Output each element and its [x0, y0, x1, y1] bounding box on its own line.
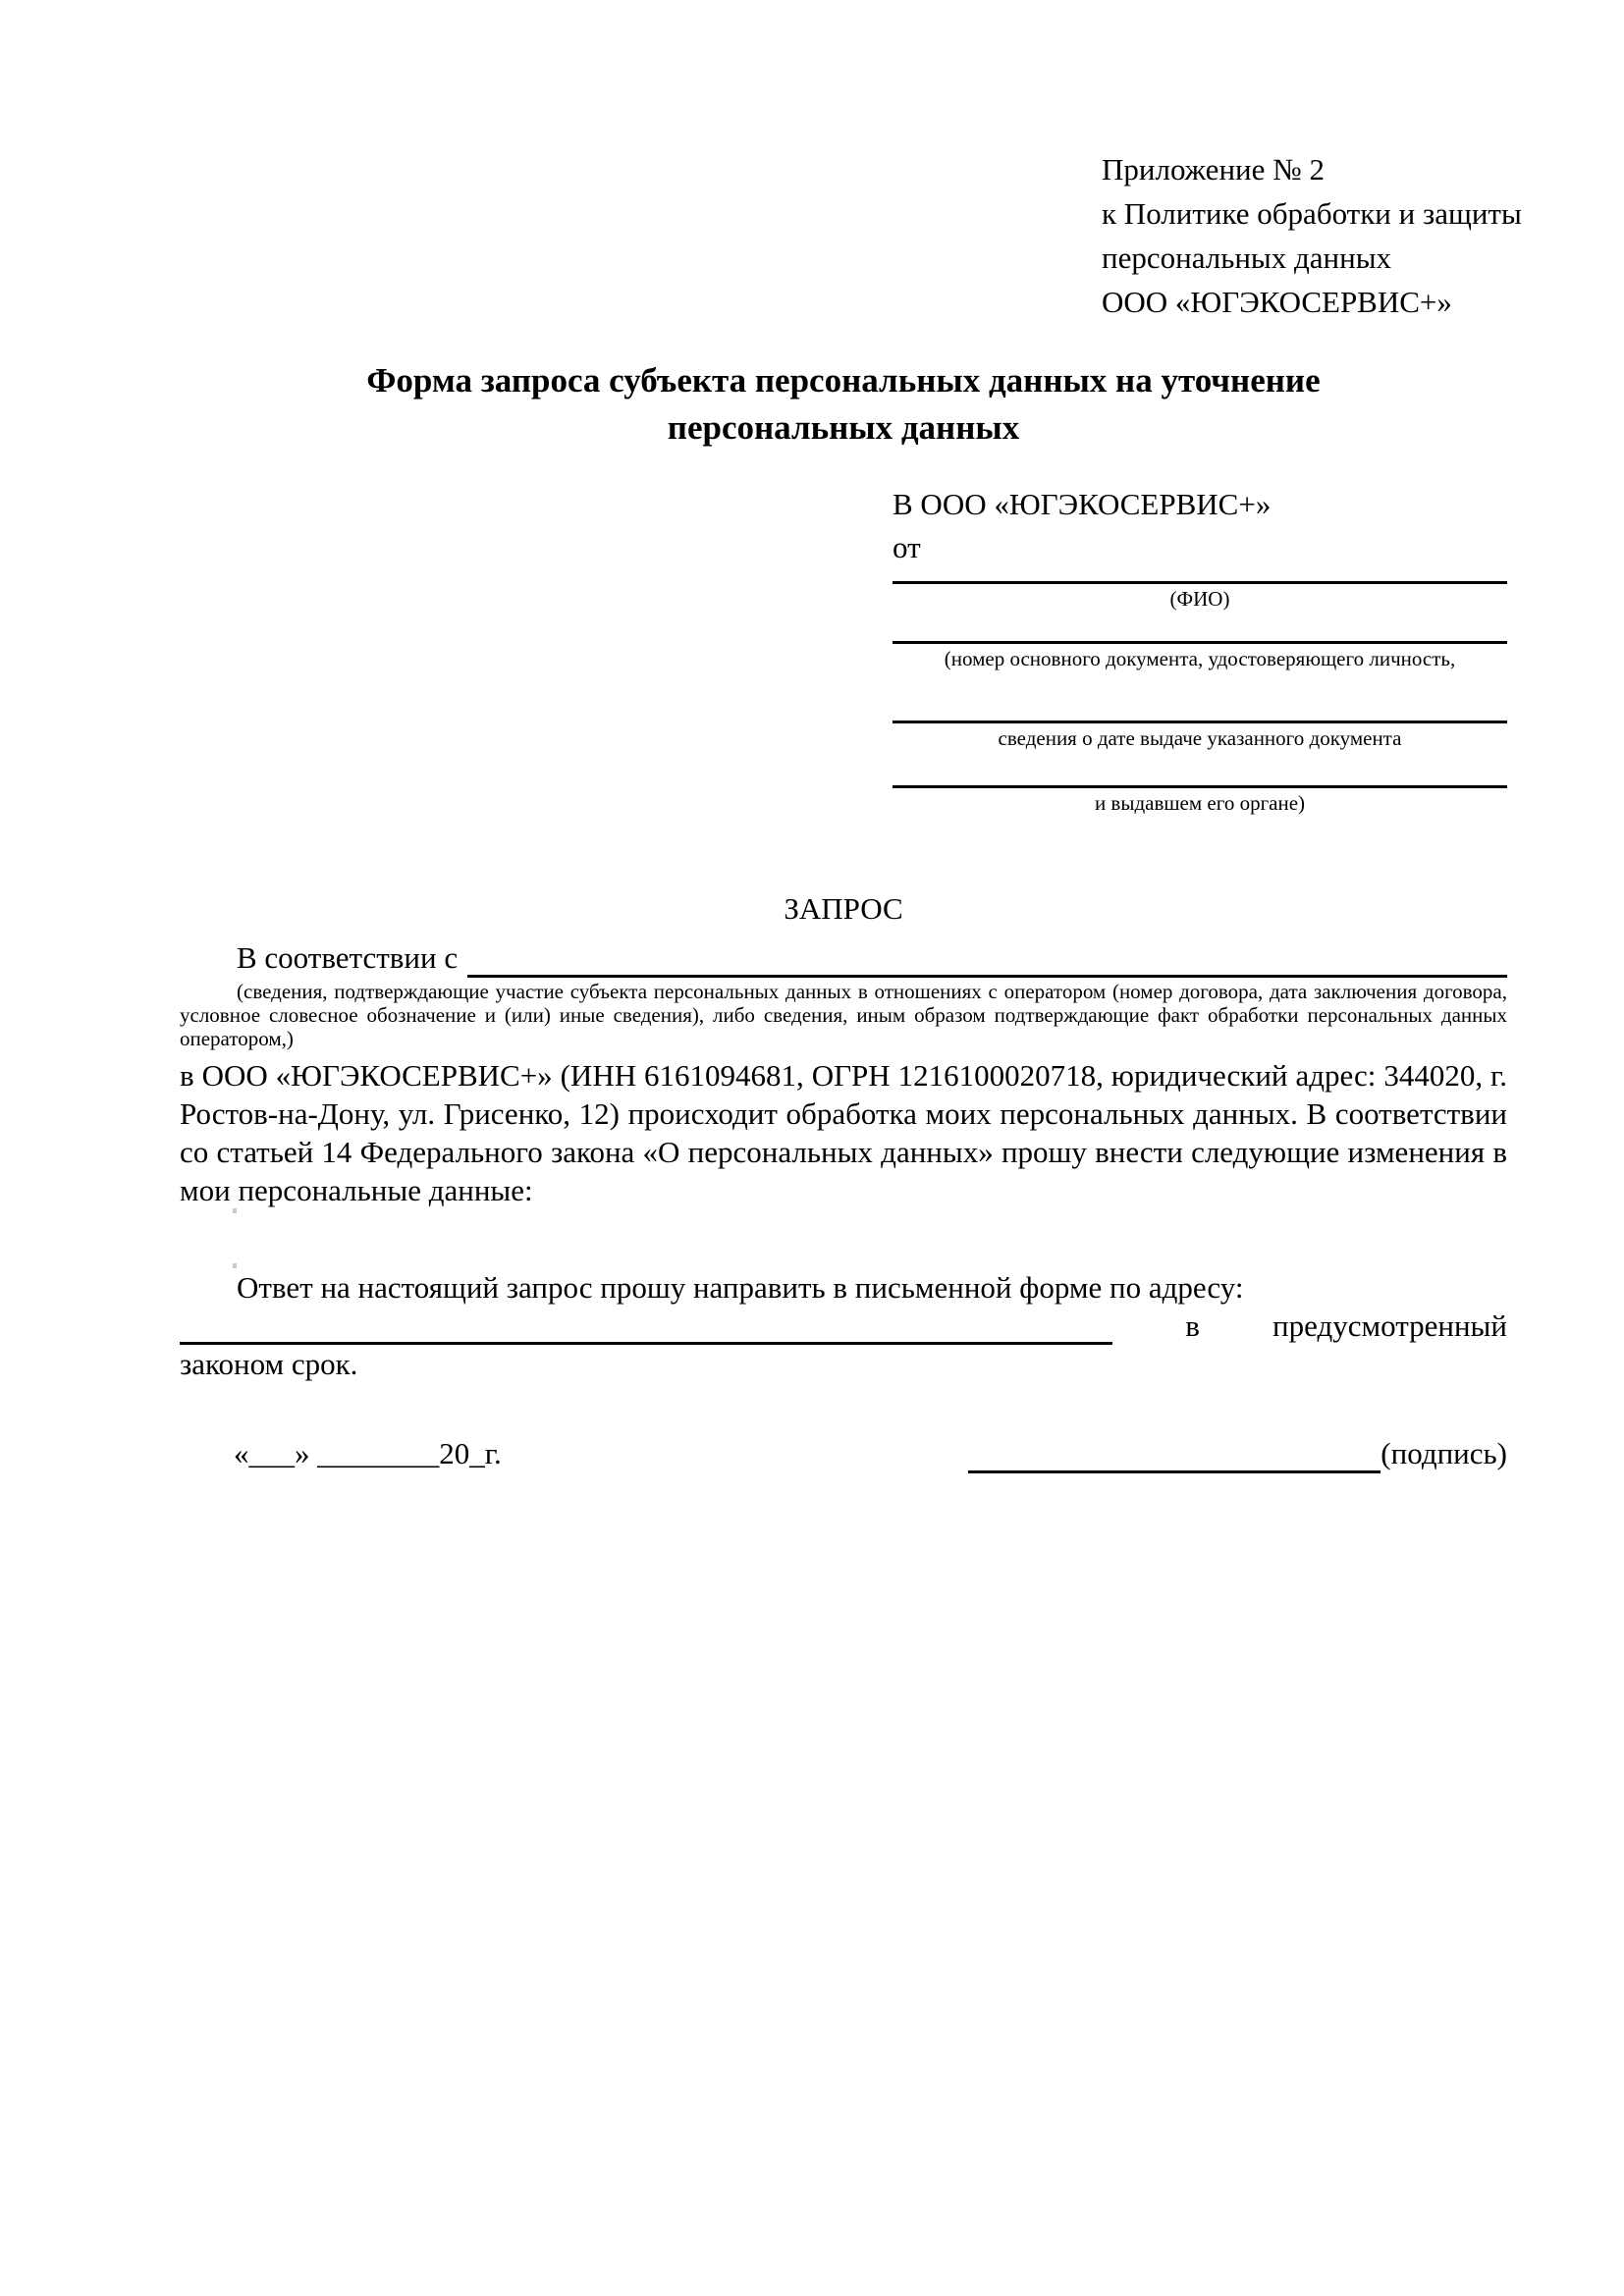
- doc-issuer-blank-line: [893, 751, 1507, 788]
- appendix-header-line: ООО «ЮГЭКОСЕРВИС+»: [1102, 285, 1452, 319]
- appendix-header-line: к Политике обработки и защиты: [1102, 196, 1522, 231]
- signature-caption: (подпись): [1380, 1436, 1507, 1470]
- appendix-header-line: персональных данных: [1102, 240, 1392, 275]
- stray-mark: [233, 1208, 237, 1213]
- fio-blank-line: [893, 569, 1507, 584]
- date-blank-text: «___» ________20_г.: [234, 1436, 502, 1470]
- lead-text: В соответствии с: [237, 940, 459, 975]
- signature-row: [180, 1434, 1507, 1473]
- doc-date-blank-line: [893, 671, 1507, 723]
- appendix-header-block: [1102, 147, 1522, 324]
- reply-address-row: [180, 1307, 1507, 1345]
- document-content: [180, 0, 1522, 1473]
- document-title: Форма запроса субъекта персональных данных на уточнение персональных данных: [366, 361, 1321, 447]
- address-blank-line: [180, 1308, 1112, 1345]
- doc-number-blank-line: [893, 612, 1507, 644]
- lead-row: [180, 938, 1507, 978]
- doc-date-caption: сведения о дате выдаче указанного документа: [998, 726, 1402, 750]
- signature-blank-line: [968, 1437, 1380, 1473]
- fio-caption: (ФИО): [1169, 587, 1230, 611]
- addressee-from-label: от: [893, 530, 921, 564]
- reply-word: предусмотренный: [1272, 1308, 1507, 1343]
- request-heading: ЗАПРОС: [784, 891, 903, 926]
- addressee-block: [893, 483, 1507, 816]
- reply-lead-line: Ответ на настоящий запрос прошу направить в письменной форме по адресу:: [237, 1270, 1244, 1305]
- doc-number-caption: (номер основного документа, удостоверяющего личность,: [944, 647, 1456, 670]
- reply-tail-line: законом срок.: [180, 1347, 358, 1381]
- reply-word: в: [1185, 1308, 1200, 1343]
- lead-blank-line: [467, 939, 1507, 978]
- signature-area: [968, 1434, 1507, 1473]
- lead-note: (сведения, подтверждающие участие субъекта персональных данных в отношениях с оператором (номер договора, дата заключения договора, условное словесное обозначение и (или) иные сведения), либо сведения, иным образом подтверждающие факт обработки персональных данных оператором,): [180, 980, 1507, 1050]
- doc-issuer-caption: и выдавшем его органе): [1094, 791, 1306, 815]
- reply-paragraph: [180, 1268, 1507, 1383]
- request-body-paragraph: в ООО «ЮГЭКОСЕРВИС+» (ИНН 6161094681, ОГРН 1216100020718, юридический адрес: 344020, г. Ростов-на-Дону, ул. Грисенко, 12) происходит обработка моих персональных данных. В соответствии со статьей 14 Федерального закона «О персональных данных» прошу внести следующие изменения в мои персональные данные:: [180, 1058, 1507, 1207]
- stray-mark: [233, 1263, 237, 1268]
- appendix-header-line: Приложение № 2: [1102, 152, 1325, 187]
- addressee-to: В ООО «ЮГЭКОСЕРВИС+»: [893, 487, 1272, 521]
